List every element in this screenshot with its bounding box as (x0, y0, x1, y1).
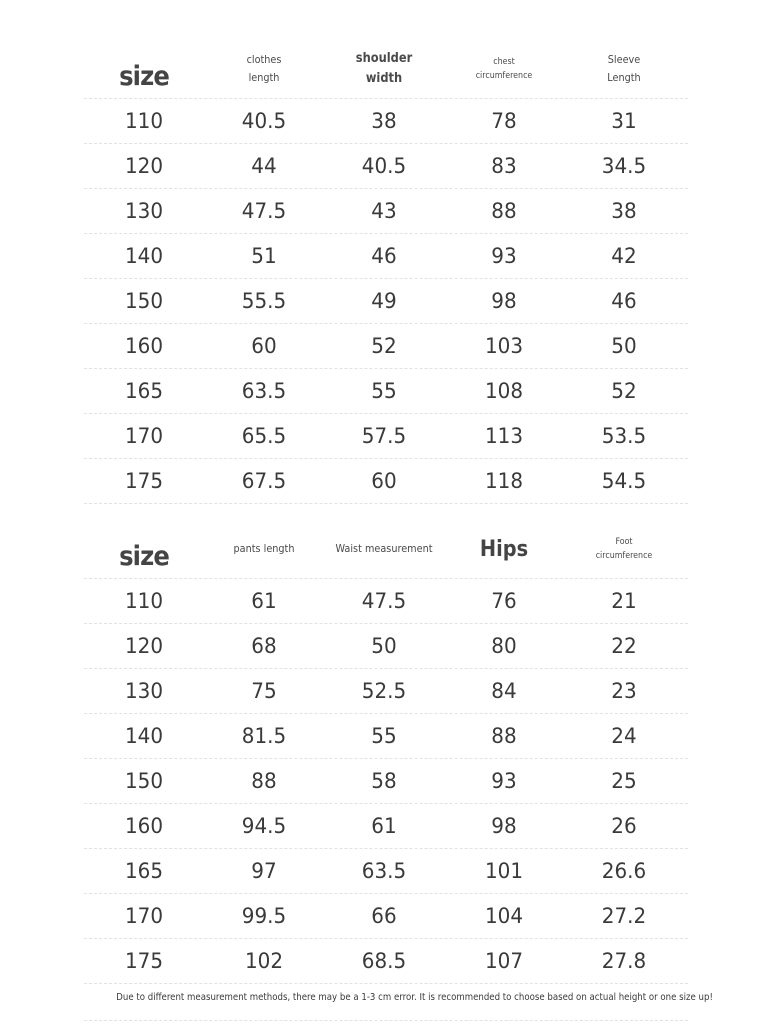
top-table-cell: 60 (371, 469, 397, 493)
bottom-table-cell: 88 (491, 724, 517, 748)
bottom-table-cell: 99.5 (241, 904, 287, 928)
top-table-cell: 46 (611, 289, 637, 313)
top-table-cell: 49 (371, 289, 397, 313)
top-table-cell: 65.5 (241, 424, 287, 448)
top-table-cell: 38 (371, 109, 397, 133)
bottom-table-cell: 26 (611, 814, 637, 838)
footer-note: Due to different measurement methods, there may be a 1-3 cm error. It is recommended to choose based on actual height or one size up! (116, 992, 713, 1003)
top-table-cell: 103 (484, 334, 524, 358)
header-line: Waist measurement (335, 542, 433, 555)
top-table-cell: 52 (371, 334, 397, 358)
top-table-cell: 57.5 (361, 424, 407, 448)
bottom-table-cell: 21 (611, 589, 637, 613)
bottom-header-waist-measurement (331, 540, 437, 558)
top-table-cell: 46 (371, 244, 397, 268)
bottom-table-cell: 104 (484, 904, 524, 928)
bottom-table-cell: 24 (611, 724, 637, 748)
bottom-table-header (84, 520, 688, 579)
bottom-table-cell: 75 (251, 679, 277, 703)
bottom-table-cell: 47.5 (361, 589, 407, 613)
bottom-table-cell: 88 (251, 769, 277, 793)
top-table-cell: 34.5 (601, 154, 647, 178)
bottom-table-cell: 61 (371, 814, 397, 838)
bottom-table-cell: 175 (124, 949, 164, 973)
top-table-cell: 53.5 (601, 424, 647, 448)
top-table-cell: 47.5 (241, 199, 287, 223)
top-table-cell: 88 (491, 199, 517, 223)
top-table-cell: 55 (371, 379, 397, 403)
bottom-table-row (84, 579, 688, 624)
divider (84, 1020, 688, 1021)
top-table-body (84, 99, 688, 504)
bottom-table-cell: 68.5 (361, 949, 407, 973)
top-table-row (84, 234, 688, 279)
top-table-cell: 98 (491, 289, 517, 313)
top-table-cell: 175 (124, 469, 164, 493)
top-table-header (84, 40, 688, 99)
top-table-cell: 44 (251, 154, 277, 178)
bottom-table-row (84, 624, 688, 669)
top-table-row (84, 459, 688, 504)
top-table-cell: 108 (484, 379, 524, 403)
bottom-table-cell: 61 (251, 589, 277, 613)
top-table-cell: 140 (124, 244, 164, 268)
top-table-row (84, 144, 688, 189)
top-table-cell: 165 (124, 379, 164, 403)
top-table-cell: 110 (124, 109, 164, 133)
top-table-cell: 67.5 (241, 469, 287, 493)
header-line: pants length (233, 542, 295, 555)
bottom-table-row (84, 669, 688, 714)
bottom-table-cell: 160 (124, 814, 164, 838)
bottom-table-cell: 170 (124, 904, 164, 928)
bottom-table-cell: 76 (491, 589, 517, 613)
top-table-cell: 38 (611, 199, 637, 223)
bottom-header-foot-circumference (571, 535, 677, 563)
top-table-cell: 42 (611, 244, 637, 268)
top-table-row (84, 279, 688, 324)
top-table-cell: 93 (491, 244, 517, 268)
top-table-cell: 160 (124, 334, 164, 358)
bottom-table-cell: 97 (251, 859, 277, 883)
top-header-clothes-length (211, 51, 317, 87)
bottom-table-cell: 84 (491, 679, 517, 703)
top-table-cell: 120 (124, 154, 164, 178)
bottom-table-cell: 110 (124, 589, 164, 613)
bottom-table-row (84, 849, 688, 894)
bottom-table-cell: 27.2 (601, 904, 647, 928)
bottom-table-cell: 165 (124, 859, 164, 883)
top-table-cell: 52 (611, 379, 637, 403)
bottom-table-cell: 101 (484, 859, 524, 883)
header-line: Sleeve Length (607, 53, 641, 84)
bottom-table-cell: 102 (244, 949, 284, 973)
bottom-table-cell: 150 (124, 769, 164, 793)
top-table-cell: 170 (124, 424, 164, 448)
top-table-cell: 51 (251, 244, 277, 268)
top-table-cell: 113 (484, 424, 524, 448)
bottom-table-cell: 80 (491, 634, 517, 658)
bottom-header-size: size (119, 540, 169, 572)
bottom-table-row (84, 759, 688, 804)
bottom-size-table (84, 520, 688, 984)
top-table-row (84, 369, 688, 414)
bottom-table-cell: 81.5 (241, 724, 287, 748)
header-line: Foot circumference (595, 537, 653, 561)
top-table-cell: 55.5 (241, 289, 287, 313)
bottom-table-cell: 23 (611, 679, 637, 703)
bottom-table-cell: 98 (491, 814, 517, 838)
bottom-table-cell: 93 (491, 769, 517, 793)
bottom-table-cell: 58 (371, 769, 397, 793)
top-table-cell: 78 (491, 109, 517, 133)
bottom-table-row (84, 804, 688, 849)
top-table-row (84, 414, 688, 459)
top-table-row (84, 189, 688, 234)
top-header-chest-circumference (451, 55, 557, 83)
top-table-cell: 40.5 (361, 154, 407, 178)
top-size-table (84, 40, 688, 504)
bottom-table-row (84, 894, 688, 939)
bottom-table-cell: 25 (611, 769, 637, 793)
header-line: chest circumference (475, 57, 533, 81)
bottom-table-cell: 22 (611, 634, 637, 658)
bottom-table-cell: 130 (124, 679, 164, 703)
bottom-table-row (84, 939, 688, 984)
header-line: clothes length (246, 53, 282, 84)
bottom-table-cell: 50 (371, 634, 397, 658)
bottom-table-cell: 26.6 (601, 859, 647, 883)
bottom-header-hips: Hips (479, 536, 529, 562)
top-table-cell: 50 (611, 334, 637, 358)
bottom-table-row (84, 714, 688, 759)
top-table-cell: 63.5 (241, 379, 287, 403)
bottom-header-pants-length (211, 540, 317, 558)
bottom-table-cell: 68 (251, 634, 277, 658)
bottom-table-cell: 66 (371, 904, 397, 928)
bottom-table-body (84, 579, 688, 984)
top-table-cell: 40.5 (241, 109, 287, 133)
top-table-cell: 150 (124, 289, 164, 313)
bottom-table-cell: 120 (124, 634, 164, 658)
top-table-cell: 83 (491, 154, 517, 178)
bottom-table-cell: 27.8 (601, 949, 647, 973)
top-table-row (84, 324, 688, 369)
top-table-cell: 31 (611, 109, 637, 133)
top-table-cell: 130 (124, 199, 164, 223)
top-header-shoulder-width (331, 49, 437, 89)
bottom-table-cell: 140 (124, 724, 164, 748)
bottom-table-cell: 94.5 (241, 814, 287, 838)
header-line: shoulder width (355, 51, 413, 86)
top-table-cell: 43 (371, 199, 397, 223)
bottom-table-cell: 55 (371, 724, 397, 748)
top-table-row (84, 99, 688, 144)
top-header-size: size (119, 60, 169, 92)
top-header-sleeve-length (571, 51, 677, 87)
bottom-table-cell: 107 (484, 949, 524, 973)
top-table-cell: 54.5 (601, 469, 647, 493)
bottom-table-cell: 52.5 (361, 679, 407, 703)
top-table-cell: 118 (484, 469, 524, 493)
top-table-cell: 60 (251, 334, 277, 358)
bottom-table-cell: 63.5 (361, 859, 407, 883)
